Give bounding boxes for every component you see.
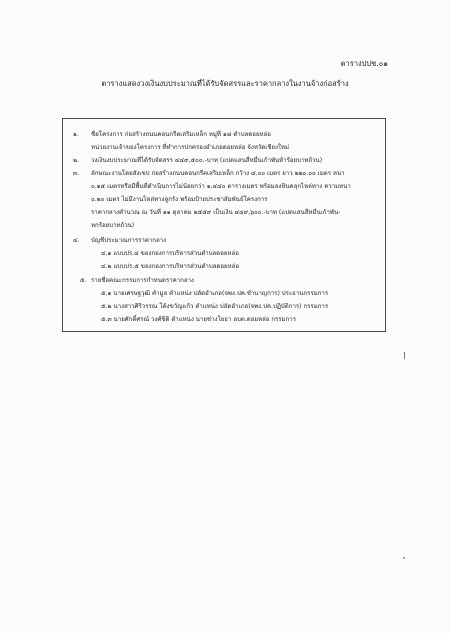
committee-heading: รายชื่อคณะกรรมการกำหนดราคากลาง [91,277,194,284]
details-box [62,118,386,332]
median-price-line-1: ราคากลางคำนวณ ณ วันที่ ๑๑ ตุลาคม ๒๕๕๙ เป็นเงิน ๔๔๙,๖๐๐.-บาท (แปดแสนสี่หมื่นเก้าพัน- [91,209,341,216]
project-name-line: ชื่อโครงการ ก่อสร้างถนนคอนกรีตเสริมเหล็ก หมู่ที่ ๑๘ ตำบลดอยหล่อ [91,131,271,138]
estimate-item-4-2: ๔.๒ แบบปร.๕ ของกองการบริหารส่วนตำบลดอยหล่อ [101,263,240,270]
committee-member-1: ๕.๑ นายเศรษฐวุฒิ คำมูล ตำแหน่ง ปลัดอำเภอ(จพง.ปค.ชำนาญการ) ประธานกรรมการ [101,290,329,297]
work-description-line-1: ลักษณะงานโดยสังเขป ก่อสร้างถนนคอนกรีตเสริมเหล็ก กว้าง ๔.๐๐ เมตร ยาว ๒๒๐.๐๐ เมตร หนา [91,170,345,177]
committee-member-2: ๕.๒ นางสาวศิริวรรณ โค้งขวัญแก้ว ตำแหน่ง ปลัดอำเภอ(จพง.ปค.ปฏิบัติการ) กรรมการ [101,303,329,310]
item-3-number: ๓. [73,170,80,177]
document-title: ตารางแสดงวงเงินงบประมาณที่ได้รับจัดสรรและราคากลางในงานจ้างก่อสร้าง [101,79,349,88]
work-description-line-3: ๐.๒๐ เมตร ไม่มีงานไหล่ทางลูกรัง พร้อมป้ายประชาสัมพันธ์โครงการ [91,196,268,203]
scan-speck [403,557,405,559]
item-4-number: ๔. [73,237,80,244]
scan-mark [404,352,405,359]
median-price-line-2: หกร้อยบาทถ้วน) [91,222,135,229]
committee-member-3: ๕.๓ นายศักดิ์ศรณ์ วงศ์ชิดิ ตำแหน่ง นายช่างโยธา อบต.ดอยหล่อ กรรมการ [101,316,296,323]
budget-line: วงเงินงบประมาณที่ได้รับจัดสรร ๔๔๙,๕๐๐.-บาท (แปดแสนสี่หมื่นเก้าพันห้าร้อยบาทถ้วน) [91,157,323,164]
estimate-item-4-1: ๔.๑ แบบปร.๔ ของกองการบริหารส่วนตำบลดอยหล่อ [101,250,239,257]
item-1-number: ๑. [73,131,79,138]
work-description-line-2: ๐.๑๕ เมตรหรือมีพื้นที่ดำเนินการไม่น้อยกว่า ๑,๔๔๐ ตารางเมตร พร้อมลงหินคลุกไหล่ทาง ความหนา [91,183,351,190]
project-owner-line: หน่วยงานเจ้าของโครงการ ที่ทำการปกครองอำเภอดอยหล่อ จังหวัดเชียงใหม่ [91,144,290,151]
form-code: ตารางปปช.๐๑ [340,59,388,68]
item-2-number: ๒. [73,157,79,164]
estimate-list-heading: บัญชีประมาณการราคากลาง [91,237,167,244]
item-5-number: ๕. [80,277,87,284]
